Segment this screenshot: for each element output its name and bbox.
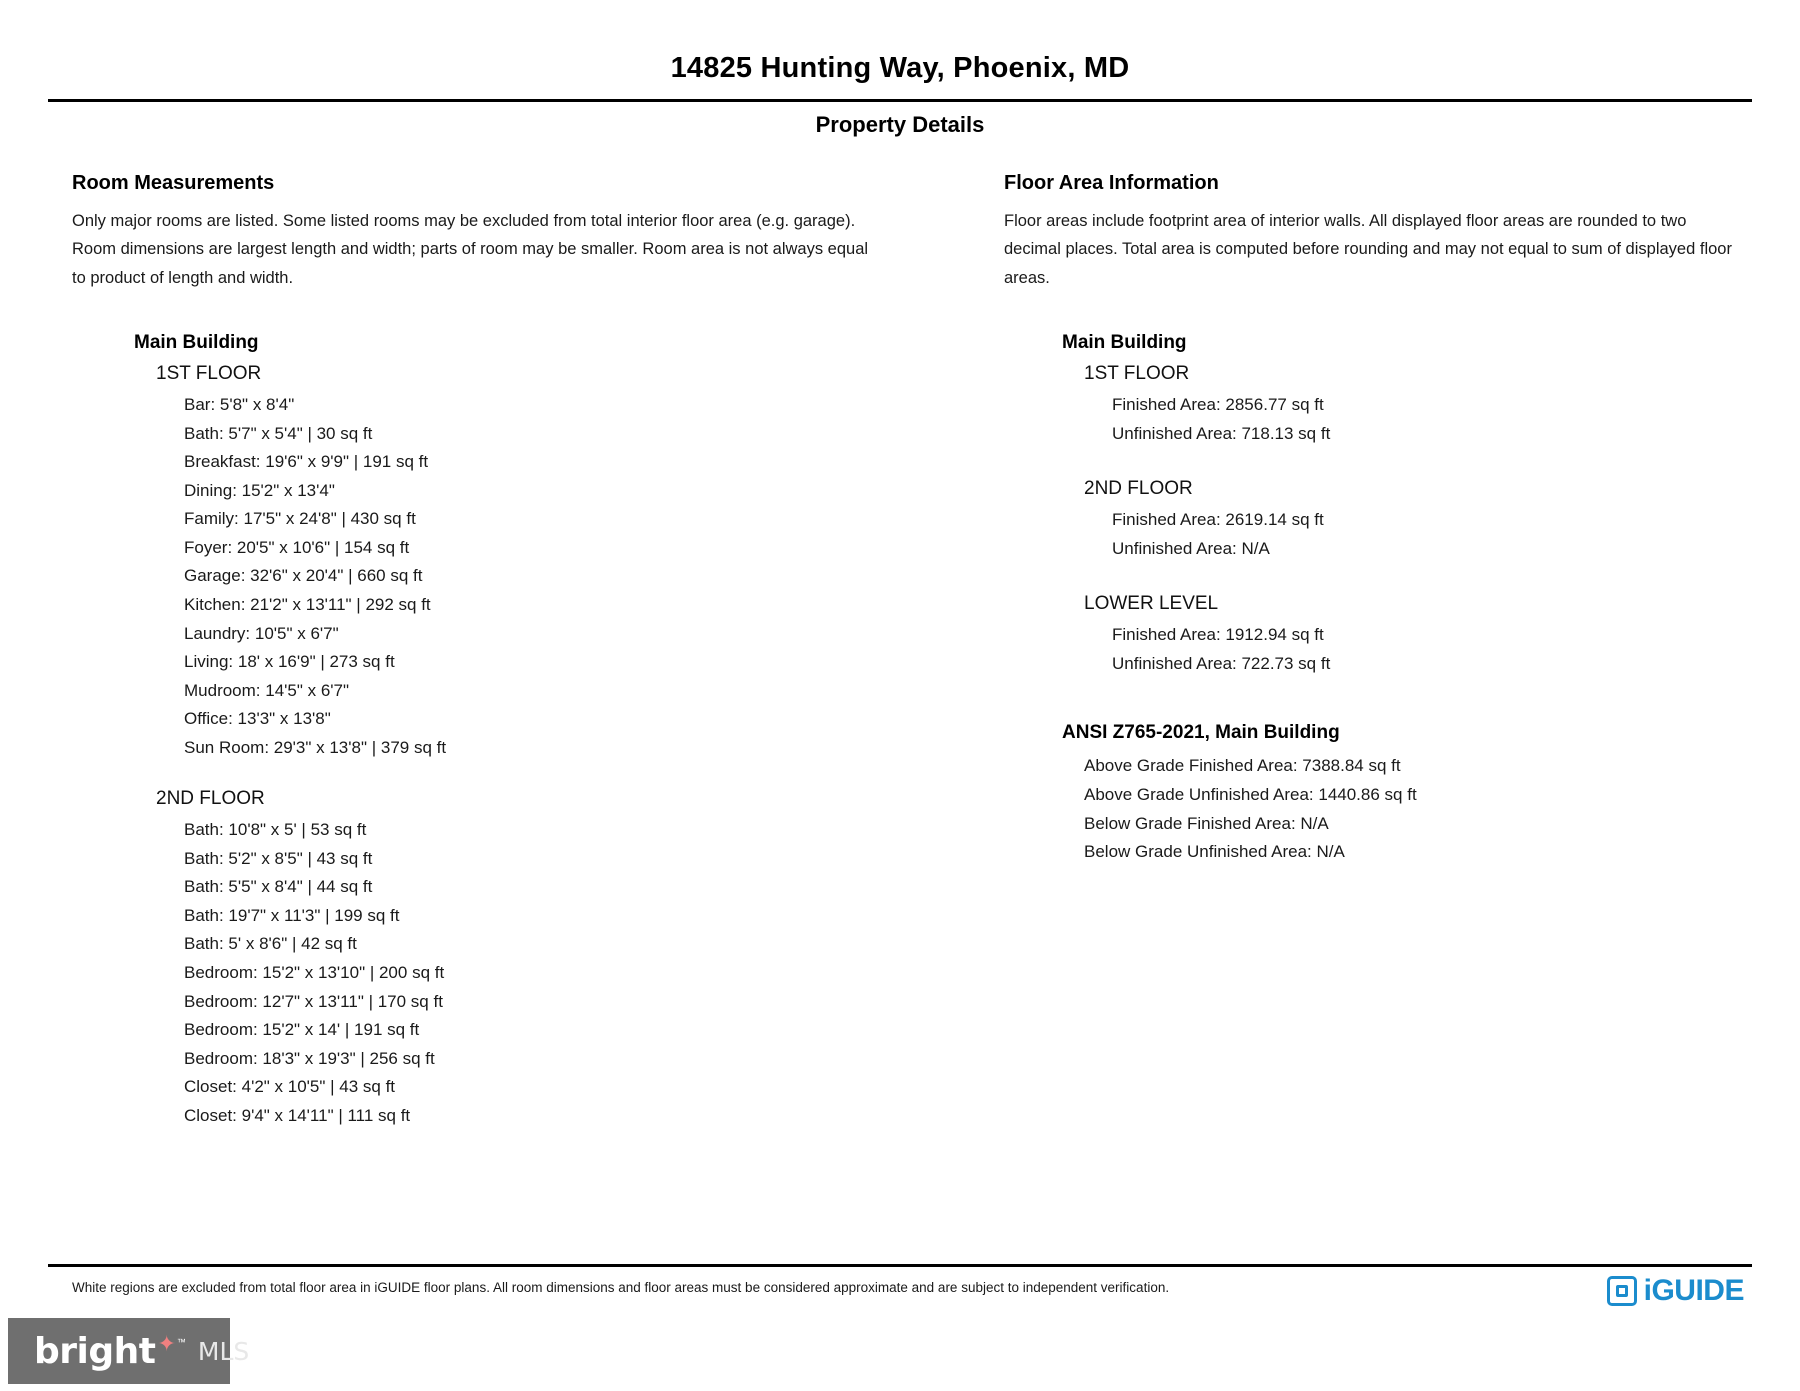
bright-mls-logo [8, 1318, 250, 1384]
floor-area-note: Floor areas include footprint area of interior walls. All displayed floor areas are rounded to two decimal places. Total area is computed before rounding and may not equal to sum of displayed floor areas. [1004, 212, 1732, 287]
list-item: Office: 13'3" x 13'8" [184, 709, 331, 729]
room-measurements-column [72, 172, 942, 1156]
room-measurements-heading: Room Measurements [72, 172, 275, 194]
area-list-2nd [1004, 506, 1736, 563]
list-item: Bath: 19'7" x 11'3" | 199 sq ft [184, 905, 400, 925]
list-item: Finished Area: 2856.77 sq ft [1112, 395, 1324, 415]
floor-group-2nd [72, 788, 942, 1130]
list-item: Closet: 9'4" x 14'11" | 111 sq ft [184, 1105, 411, 1125]
area-group-2nd [1004, 478, 1736, 563]
list-item: Living: 18' x 16'9" | 273 sq ft [184, 652, 395, 672]
floor-area-column [942, 172, 1736, 1156]
list-item: Family: 17'5" x 24'8" | 430 sq ft [184, 509, 416, 529]
area-floor-label-2nd: 2ND FLOOR [1084, 478, 1193, 500]
list-item: Bedroom: 18'3" x 19'3" | 256 sq ft [184, 1048, 435, 1068]
list-item: Finished Area: 2619.14 sq ft [1112, 510, 1324, 530]
header-divider [48, 99, 1752, 102]
left-building-block [72, 332, 942, 1130]
left-building-name: Main Building [134, 332, 259, 354]
list-item: Bedroom: 12'7" x 13'11" | 170 sq ft [184, 991, 443, 1011]
floor-group-1st [72, 363, 942, 762]
list-item: Bath: 5'5" x 8'4" | 44 sq ft [184, 877, 373, 897]
list-item: Above Grade Finished Area: 7388.84 sq ft [1084, 756, 1401, 776]
room-list-2nd [72, 816, 942, 1130]
content-columns [0, 172, 1800, 1156]
list-item: Garage: 32'6" x 20'4" | 660 sq ft [184, 566, 423, 586]
ansi-heading: ANSI Z765-2021, Main Building [1062, 722, 1340, 744]
list-item: Finished Area: 1912.94 sq ft [1112, 625, 1324, 645]
list-item: Laundry: 10'5" x 6'7" [184, 623, 339, 643]
list-item: Breakfast: 19'6" x 9'9" | 191 sq ft [184, 452, 429, 472]
list-item: Above Grade Unfinished Area: 1440.86 sq ft [1084, 784, 1417, 804]
list-item: Unfinished Area: N/A [1112, 538, 1270, 558]
floor-area-heading: Floor Area Information [1004, 172, 1219, 194]
list-item: Unfinished Area: 718.13 sq ft [1112, 423, 1331, 443]
area-floor-label-1st: 1ST FLOOR [1084, 363, 1190, 385]
trademark-icon: ™ [176, 1337, 186, 1347]
mls-wordmark: MLS [197, 1336, 250, 1366]
list-item: Bedroom: 15'2" x 14' | 191 sq ft [184, 1020, 420, 1040]
list-item: Below Grade Finished Area: N/A [1084, 813, 1329, 833]
area-list-1st [1004, 391, 1736, 448]
area-group-1st [1004, 363, 1736, 448]
right-building-block [1004, 332, 1736, 866]
room-measurements-note: Only major rooms are listed. Some listed rooms may be excluded from total interior floor area (e.g. garage). Room dimensions are largest length and width; parts of room may be smaller. Room area is not always equal to product of length and width. [72, 212, 869, 287]
area-floor-label-lower: LOWER LEVEL [1084, 593, 1219, 615]
floor-label-2nd: 2ND FLOOR [156, 788, 265, 810]
list-item: Closet: 4'2" x 10'5" | 43 sq ft [184, 1077, 396, 1097]
list-item: Kitchen: 21'2" x 13'11" | 292 sq ft [184, 594, 431, 614]
room-list-1st [72, 391, 942, 762]
list-item: Bath: 5'7" x 5'4" | 30 sq ft [184, 423, 373, 443]
list-item: Bath: 5' x 8'6" | 42 sq ft [184, 934, 357, 954]
list-item: Below Grade Unfinished Area: N/A [1084, 842, 1345, 862]
area-group-lower [1004, 593, 1736, 678]
floor-label-1st: 1ST FLOOR [156, 363, 262, 385]
iguide-label: iGUIDE [1643, 1274, 1744, 1307]
bright-plus-icon: ✦ [157, 1331, 176, 1356]
ansi-list [1004, 752, 1736, 866]
list-item: Unfinished Area: 722.73 sq ft [1112, 653, 1331, 673]
list-item: Sun Room: 29'3" x 13'8" | 379 sq ft [184, 737, 447, 757]
list-item: Foyer: 20'5" x 10'6" | 154 sq ft [184, 537, 410, 557]
bright-wordmark: bright [34, 1330, 156, 1372]
list-item: Bedroom: 15'2" x 13'10" | 200 sq ft [184, 962, 445, 982]
iguide-square-icon [1607, 1276, 1637, 1306]
footer-disclaimer: White regions are excluded from total floor area in iGUIDE floor plans. All room dimensions and floor areas must be considered approximate and are subject to independent verification. [72, 1280, 1170, 1295]
page-title: 14825 Hunting Way, Phoenix, MD [670, 52, 1130, 84]
area-list-lower [1004, 621, 1736, 678]
iguide-logo [1607, 1274, 1744, 1308]
list-item: Bath: 5'2" x 8'5" | 43 sq ft [184, 848, 373, 868]
list-item: Dining: 15'2" x 13'4" [184, 480, 335, 500]
page-subtitle: Property Details [815, 112, 985, 137]
list-item: Bath: 10'8" x 5' | 53 sq ft [184, 820, 367, 840]
footer-divider [48, 1264, 1752, 1267]
list-item: Mudroom: 14'5" x 6'7" [184, 680, 350, 700]
list-item: Bar: 5'8" x 8'4" [184, 395, 295, 415]
right-building-name: Main Building [1062, 332, 1187, 354]
